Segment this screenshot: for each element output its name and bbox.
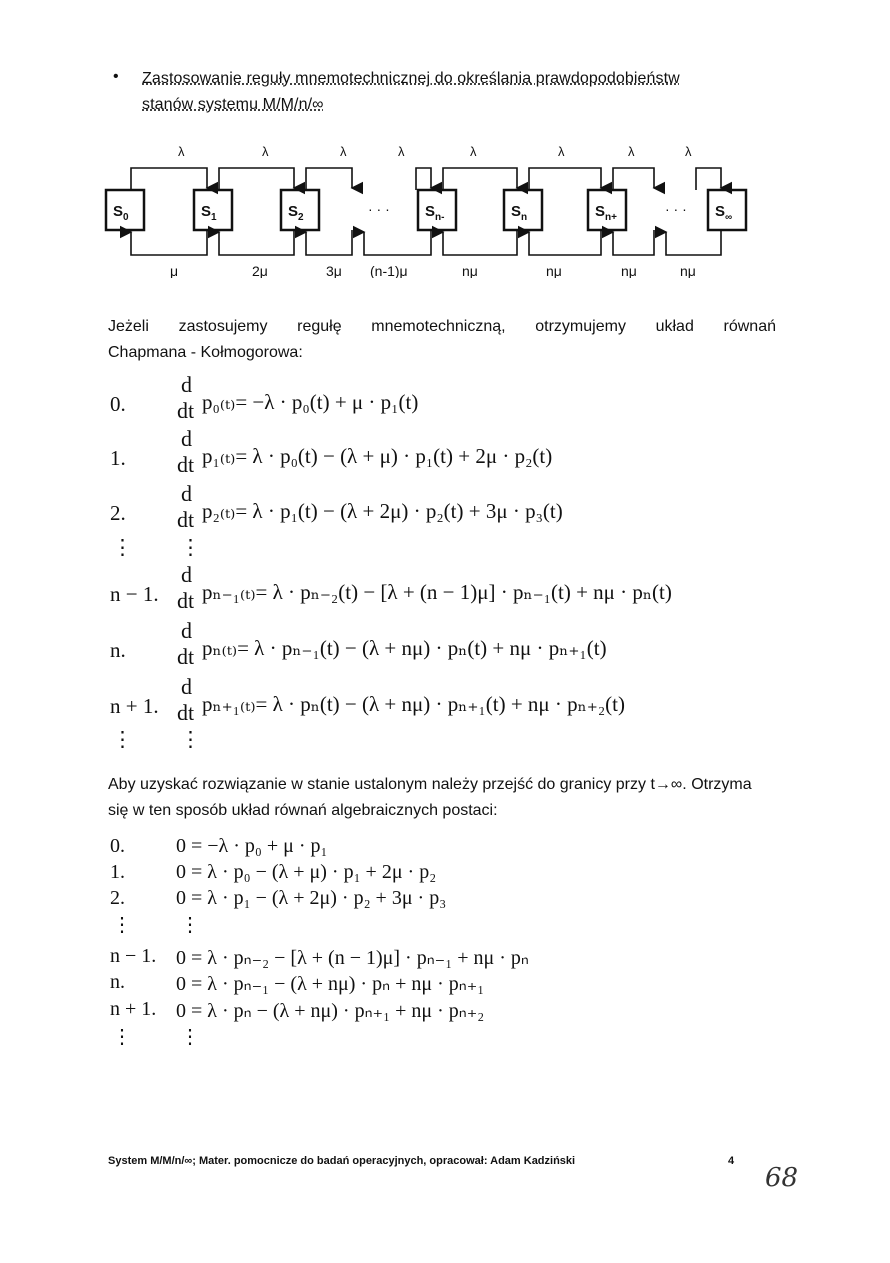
equation-number: 0. xyxy=(110,392,126,416)
equation-number: 2. xyxy=(110,501,126,525)
lambda-label: λ xyxy=(685,144,692,159)
lambda-transition xyxy=(696,168,721,190)
lambda-transition xyxy=(219,168,294,190)
algebraic-equation: 0 = λ · p₁ − (λ + 2μ) · p₂ + 3μ · p₃ xyxy=(176,887,447,909)
state-label: $S_{n+}$ xyxy=(595,203,617,223)
mu-transition xyxy=(443,230,517,255)
state-label: $S_1$ xyxy=(201,203,217,223)
equation-number: 1. xyxy=(110,446,126,470)
mu-label: 3μ xyxy=(326,263,342,278)
lambda-label: λ xyxy=(628,144,635,159)
equation-number: 2. xyxy=(110,887,125,909)
lambda-transition xyxy=(529,168,601,190)
lambda-transition xyxy=(416,168,431,190)
differential-equation: pₙ₊₁₍ₜ₎= λ · pₙ(t) − (λ + nμ) · pₙ₊₁(t) + nμ · pₙ₊₂(t) xyxy=(202,692,625,716)
equation-number: n + 1. xyxy=(110,694,159,718)
derivative-d: d xyxy=(181,372,192,397)
state-box xyxy=(588,190,626,230)
state-label: $S_0$ xyxy=(113,203,129,223)
vdots: ⋮ xyxy=(112,727,133,751)
mu-label: μ xyxy=(170,263,179,278)
lambda-label: λ xyxy=(178,144,185,159)
mu-transition xyxy=(219,230,294,255)
intro-paragraph: Jeżeli zastosujemy regułę mnemotechniczną, otrzymujemy układ równań xyxy=(108,318,776,335)
algebraic-equation: 0 = λ · pₙ₋₁ − (λ + nμ) · pₙ + nμ · pₙ₊₁ xyxy=(176,973,485,995)
equation-number: n. xyxy=(110,638,126,662)
bullet: • xyxy=(113,68,119,85)
lambda-transition xyxy=(613,168,654,190)
algebraic-equation: 0 = λ · p₀ − (λ + μ) · p₁ + 2μ · p₂ xyxy=(176,861,437,883)
ellipsis-1: · · · xyxy=(368,201,390,217)
derivative-d: d xyxy=(181,562,192,587)
lambda-label: λ xyxy=(262,144,269,159)
footer-text: System M/M/n/∞; Mater. pomocnicze do badań operacyjnych, opracował: Adam Kadziński xyxy=(108,1155,576,1167)
equation-number: n. xyxy=(110,971,125,993)
lambda-label: λ xyxy=(558,144,565,159)
derivative-dt: dt xyxy=(177,507,195,532)
state-label: $S_{n-}$ xyxy=(425,203,445,223)
algebraic-equation: 0 = −λ · p₀ + μ · p₁ xyxy=(176,835,328,857)
differential-equation: p₀₍ₜ₎= −λ · p₀(t) + μ · p₁(t) xyxy=(202,390,419,414)
mu-label: nμ xyxy=(546,263,562,278)
equation-number: n − 1. xyxy=(110,945,157,967)
vdots: ⋮ xyxy=(180,1026,200,1048)
lambda-label: λ xyxy=(398,144,405,159)
page-number: 4 xyxy=(728,1155,735,1167)
vdots: ⋮ xyxy=(112,1026,132,1048)
differential-equation: p₂₍ₜ₎= λ · p₁(t) − (λ + 2μ) · p₂(t) + 3μ · p₃(t) xyxy=(202,499,563,523)
state-box xyxy=(106,190,144,230)
vdots: ⋮ xyxy=(112,914,132,936)
algebraic-equation: 0 = λ · pₙ − (λ + nμ) · pₙ₊₁ + nμ · pₙ₊₂ xyxy=(176,1000,485,1022)
section-title-line2: stanów systemu M/M/n/∞ xyxy=(142,96,324,113)
vdots: ⋮ xyxy=(180,914,200,936)
differential-equation: pₙ₋₁₍ₜ₎= λ · pₙ₋₂(t) − [λ + (n − 1)μ] · pₙ₋₁(t) + nμ · pₙ(t) xyxy=(202,580,672,604)
derivative-dt: dt xyxy=(177,700,195,725)
state-label: $S_n$ xyxy=(511,203,528,223)
state-transition-diagram xyxy=(100,138,760,278)
mu-label: nμ xyxy=(462,263,478,278)
mu-transition xyxy=(306,230,352,255)
lambda-label: λ xyxy=(470,144,477,159)
derivative-d: d xyxy=(181,674,192,699)
derivative-dt: dt xyxy=(177,644,195,669)
lambda-transition xyxy=(306,168,352,190)
mu-label: (n-1)μ xyxy=(370,263,408,278)
section-title-line1: Zastosowanie reguły mnemotechnicznej do określania prawdopodobieństw xyxy=(142,70,680,87)
derivative-d: d xyxy=(181,618,192,643)
algebraic-equation: 0 = λ · pₙ₋₂ − [λ + (n − 1)μ] · pₙ₋₁ + nμ · pₙ xyxy=(176,947,529,969)
mu-transition xyxy=(613,230,654,255)
lambda-label: λ xyxy=(340,144,347,159)
intro-paragraph-line2 xyxy=(108,340,776,366)
differential-equation: p₁₍ₜ₎= λ · p₀(t) − (λ + μ) · p₁(t) + 2μ · p₂(t) xyxy=(202,444,553,468)
state-box xyxy=(418,190,456,230)
lambda-transition xyxy=(443,168,517,190)
state-label: $S_\infty$ xyxy=(715,203,733,223)
state-label: $S_2$ xyxy=(288,203,304,223)
intro-paragraph-line1 xyxy=(108,314,776,340)
equation-number: n + 1. xyxy=(110,998,157,1020)
vdots: ⋮ xyxy=(112,535,133,559)
equation-number: 0. xyxy=(110,835,125,857)
mu-transition xyxy=(364,230,431,255)
state-box xyxy=(708,190,746,230)
state-box xyxy=(194,190,232,230)
mu-label: 2μ xyxy=(252,263,268,278)
intro-paragraph-tail: Chapmana - Kołmogorowa: xyxy=(108,344,303,361)
steady-state-paragraph: Aby uzyskać rozwiązanie w stanie ustalonym należy przejść do granicy przy t→∞. Otrzyma się w ten sposób układ równań algebraicznych postaci: xyxy=(108,776,752,819)
differential-equation: pₙ₍ₜ₎= λ · pₙ₋₁(t) − (λ + nμ) · pₙ(t) + nμ · pₙ₊₁(t) xyxy=(202,636,607,660)
vdots: ⋮ xyxy=(180,535,201,559)
derivative-dt: dt xyxy=(177,398,195,423)
mu-transition xyxy=(529,230,601,255)
mu-transition xyxy=(131,230,207,255)
vdots: ⋮ xyxy=(180,727,201,751)
mu-transition xyxy=(666,230,721,255)
lambda-transition xyxy=(131,168,207,190)
ellipsis-2: · · · xyxy=(665,201,687,217)
mu-label: nμ xyxy=(680,263,696,278)
equation-number: 1. xyxy=(110,861,125,883)
handwritten-page-number: 68 xyxy=(765,1163,799,1193)
derivative-dt: dt xyxy=(177,588,195,613)
derivative-d: d xyxy=(181,426,192,451)
state-box xyxy=(281,190,319,230)
mu-label: nμ xyxy=(621,263,637,278)
equation-number: n − 1. xyxy=(110,582,159,606)
derivative-d: d xyxy=(181,481,192,506)
state-box xyxy=(504,190,542,230)
derivative-dt: dt xyxy=(177,452,195,477)
